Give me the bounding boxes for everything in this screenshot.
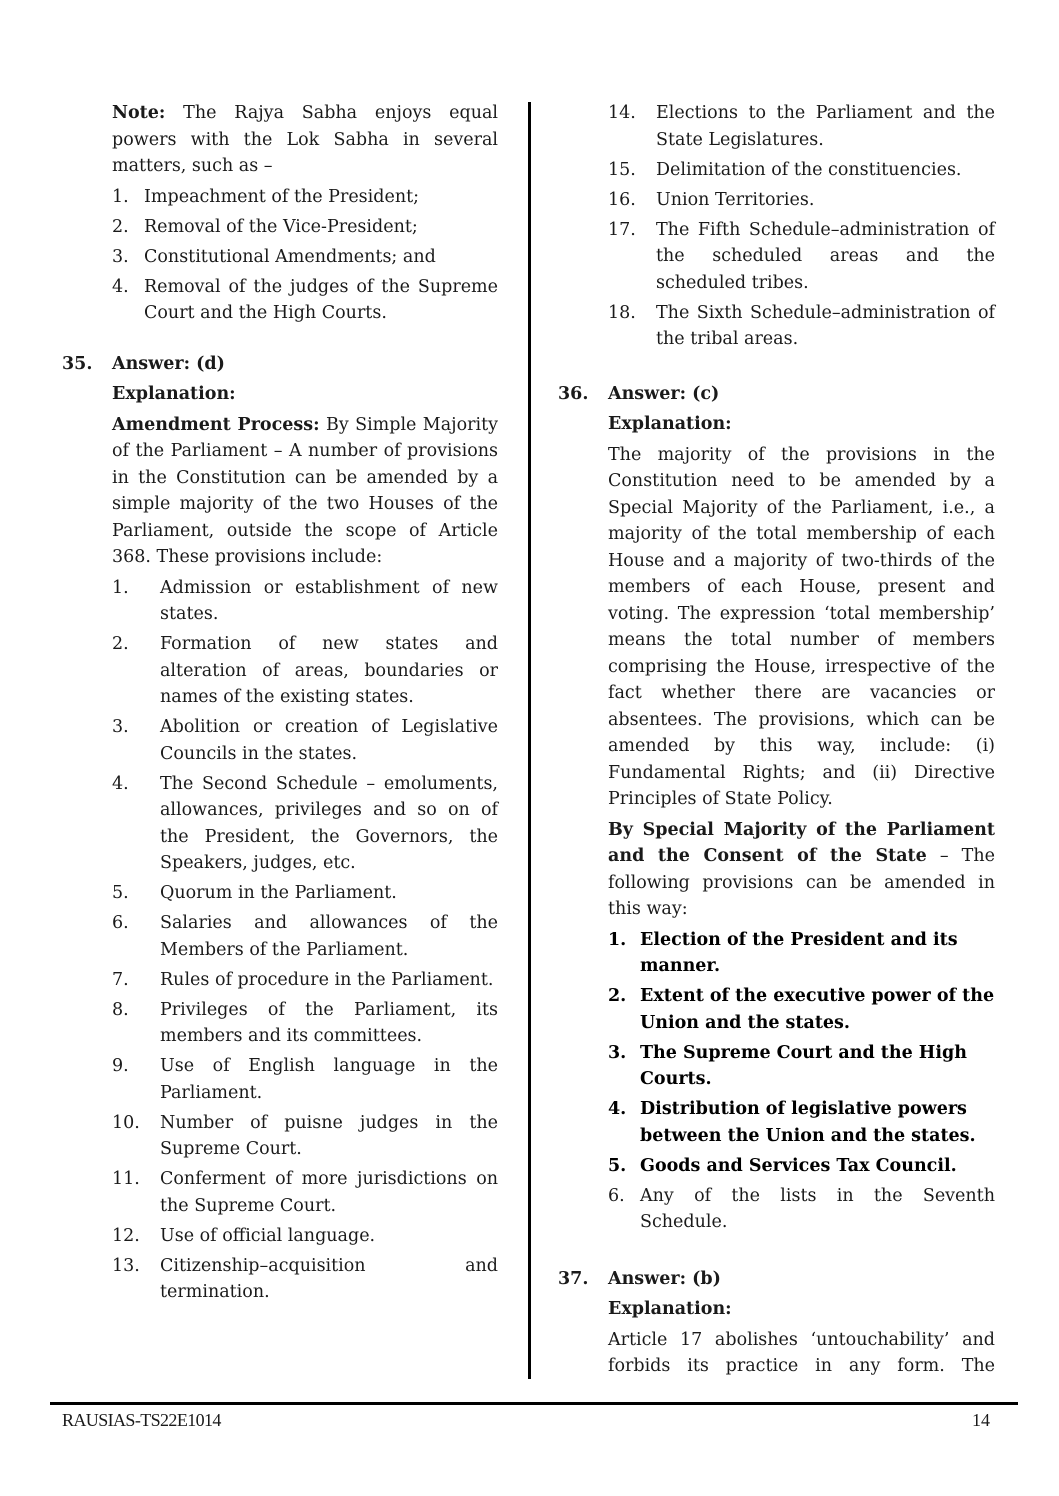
list-item: 10. Number of puisne judges in the Supreme Court. [112, 1112, 498, 1159]
list-item: 12. Use of official language. [112, 1225, 376, 1246]
list-item: 1. Admission or establishment of new states. [112, 577, 498, 624]
list-item: 3. Constitutional Amendments; and [112, 246, 436, 267]
list-item: 14. Elections to the Parliament and the State Legislatures. [608, 103, 995, 150]
list-item: 7. Rules of procedure in the Parliament. [112, 969, 494, 990]
question-36 [558, 381, 995, 1236]
note-list [112, 184, 498, 327]
column-divider [528, 102, 531, 1379]
list-item: 3. The Supreme Court and the High Courts. [608, 1042, 967, 1089]
answer-label: Answer: (d) [112, 353, 225, 374]
list-item: 6. Salaries and allowances of the Members of the Parliament. [112, 913, 498, 960]
question-35 [62, 351, 498, 1306]
left-column [62, 100, 498, 1309]
list-item: 15. Delimitation of the constituencies. [608, 159, 962, 180]
list-item: 2. Removal of the Vice-President; [112, 216, 418, 237]
list-item: 13. Citizenship–acquisition and termination. [112, 1255, 498, 1302]
explanation-label: Explanation: [608, 1299, 732, 1319]
note-label: Note: [112, 103, 166, 123]
explanation-paragraph: The majority of the provisions in the Constitution need to be amended by a Special Majority of the Parliament, i.e., a majority of the total membership of each House and a majority of two-thirds of the members of each House, present and voting. The expression ‘total membership’ means the total number of members comprising the House, irrespective of the fact whether there are vacancies or absentees. The provisions, which can be amended by this way, include: (i) Fundamental Rights; and (ii) Directive Principles of State Policy. [608, 444, 995, 809]
right-column [558, 100, 995, 1384]
list-item: 1. Election of the President and its manner. [608, 929, 958, 976]
footer-rule [50, 1402, 1018, 1405]
list-item: 2. Extent of the executive power of the Union and the states. [608, 986, 995, 1033]
explanation-paragraph: Article 17 abolishes ‘untouchability’ and forbids its practice in any form. The [608, 1329, 995, 1376]
question-number: 35. [62, 353, 93, 374]
question-number: 37. [558, 1268, 589, 1289]
simple-majority-list [112, 575, 498, 1306]
list-item: 8. Privileges of the Parliament, its members and its committees. [112, 999, 498, 1046]
question-37 [558, 1266, 995, 1380]
answer-label: Answer: (c) [608, 383, 720, 404]
list-item: 4. Removal of the judges of the Supreme Court and the High Courts. [112, 276, 498, 323]
list-item: 11. Conferment of more jurisdictions on the Supreme Court. [112, 1169, 498, 1216]
list-item: 18. The Sixth Schedule–administration of the tribal areas. [608, 302, 995, 349]
special-majority-label: By Special Majority of the Parliament and the Consent of the State [608, 819, 995, 866]
special-majority-list [608, 927, 995, 1236]
list-item: 16. Union Territories. [608, 189, 815, 210]
special-majority-paragraph: By Special Majority of the Parliament and the Consent of the State – The following provisions can be amended in this way: [608, 819, 995, 919]
list-item: 5. Goods and Services Tax Council. [608, 1155, 957, 1176]
note-paragraph [112, 100, 498, 180]
list-item: 6. Any of the lists in the Seventh Schedule. [608, 1185, 995, 1232]
note-text: The Rajya Sabha enjoys equal powers with the Lok Sabha in several matters, such as – [112, 103, 498, 176]
list-item: 9. Use of English language in the Parliament. [112, 1056, 498, 1103]
explanation-paragraph: Amendment Process: By Simple Majority of the Parliament – A number of provisions in the Constitution can be amended by a simple majority of the two Houses of the Parliament, outside the scope of Article 368. These provisions include: [112, 414, 498, 567]
list-item: 4. The Second Schedule – emoluments, allowances, privileges and so on of the President, the Governors, the Speakers, judges, etc. [112, 773, 498, 873]
footer-page-number: 14 [972, 1410, 990, 1430]
explanation-label: Explanation: [608, 414, 732, 434]
footer-doc-code: RAUSIAS-TS22E1014 [62, 1410, 221, 1430]
list-item: 3. Abolition or creation of Legislative Councils in the states. [112, 717, 498, 764]
simple-majority-list-continued [608, 100, 995, 353]
question-number: 36. [558, 383, 589, 404]
list-item: 4. Distribution of legislative powers between the Union and the states. [608, 1099, 976, 1146]
list-item: 5. Quorum in the Parliament. [112, 883, 397, 903]
amendment-process-label: Amendment Process: [112, 414, 320, 435]
explanation-label: Explanation: [112, 384, 236, 404]
answer-label: Answer: (b) [608, 1268, 721, 1289]
list-item: 17. The Fifth Schedule–administration of the scheduled areas and the scheduled tribes. [608, 219, 995, 293]
list-item: 1. Impeachment of the President; [112, 186, 420, 207]
list-item: 2. Formation of new states and alteration of areas, boundaries or names of the existing states. [112, 634, 498, 707]
